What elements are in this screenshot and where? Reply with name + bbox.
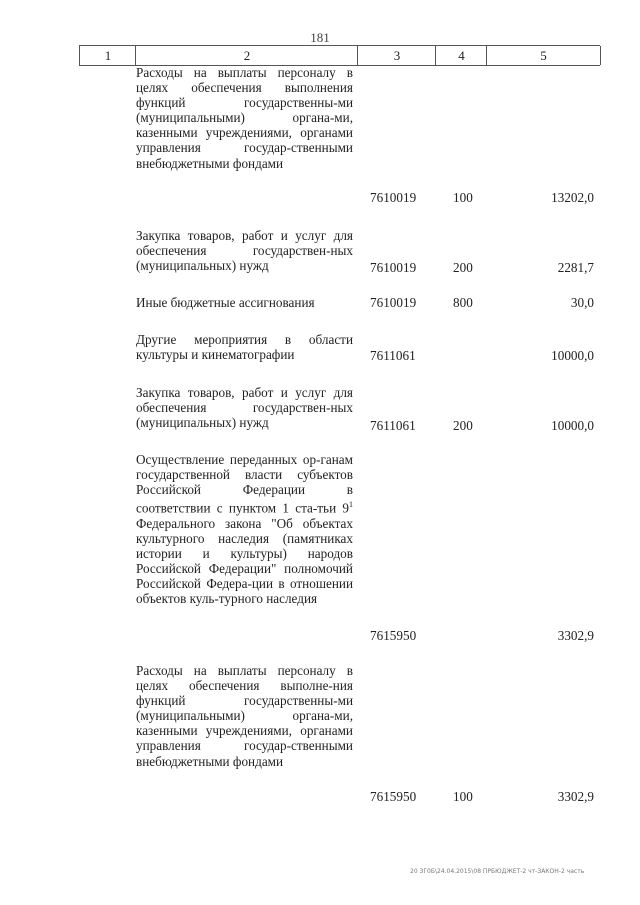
row-name: Расходы на выплаты персоналу в целях обеспечения выполне-ния функций государственны-ми (муниципальными) органа-ми, казенными учреждениями, органами управления государ-ственными внебюджетными фондами xyxy=(136,663,353,769)
row-sum: 30,0 xyxy=(570,295,594,310)
row-code: 7610019 xyxy=(370,295,417,310)
row-code: 7615950 xyxy=(370,789,417,804)
row-code: 7611061 xyxy=(370,418,416,433)
row-sum: 2281,7 xyxy=(557,260,594,275)
row-code: 7615950 xyxy=(370,628,417,643)
row-name: Другие мероприятия в области культуры и кинематографии xyxy=(136,332,353,363)
row-name-part1: Осуществление переданных ор-ганам государственной власти субъектов Российской Федерации в соответствии с пунктом 1 ста-тьи 9 xyxy=(136,452,353,516)
row-code: 7610019 xyxy=(370,190,417,205)
row-code: 7610019 xyxy=(370,260,417,275)
table-header xyxy=(79,45,600,66)
row-name: Расходы на выплаты персоналу в целях обеспечения выполнения функций государственны-ми (муниципальными) органа-ми, казенными учреждениями, органами управления государ-ственными внебюджетными фондами xyxy=(136,65,353,171)
row-name: Закупка товаров, работ и услуг для обеспечения государствен-ных (муниципальных) нужд xyxy=(136,228,353,274)
row-expense-type: 800 xyxy=(453,295,473,310)
row-name-superscript: 1 xyxy=(349,500,353,510)
row-name-part2: Федерального закона "Об объектах культурного наследия (памятниках истории и культуры) народов Российской Федерации" полномочий Российской Федера-ции в отношении объектов куль-турного наследия xyxy=(136,515,353,607)
row-sum: 3302,9 xyxy=(557,628,594,643)
footer-file-path: 20 ЗГ0Б\24.04.2015\08 ПРБЮДЖЕТ-2 чт-ЗАКОН-2 часть xyxy=(410,868,585,875)
row-name xyxy=(136,452,353,606)
row-name: Закупка товаров, работ и услуг для обеспечения государствен-ных (муниципальных) нужд xyxy=(136,385,353,431)
row-expense-type: 200 xyxy=(453,418,473,433)
header-col-4: 4 xyxy=(435,46,487,65)
header-col-3: 3 xyxy=(357,46,436,65)
row-expense-type: 200 xyxy=(453,260,473,275)
row-code: 7611061 xyxy=(370,348,416,363)
row-sum: 10000,0 xyxy=(551,348,594,363)
row-sum: 13202,0 xyxy=(551,190,594,205)
row-sum: 3302,9 xyxy=(557,789,594,804)
header-col-5: 5 xyxy=(486,46,601,65)
row-name: Иные бюджетные ассигнования xyxy=(136,295,315,310)
row-expense-type: 100 xyxy=(453,789,473,804)
header-col-2: 2 xyxy=(135,46,358,65)
row-sum: 10000,0 xyxy=(551,418,594,433)
header-col-1: 1 xyxy=(79,46,136,65)
row-expense-type: 100 xyxy=(453,190,473,205)
page-number: 181 xyxy=(310,30,330,45)
